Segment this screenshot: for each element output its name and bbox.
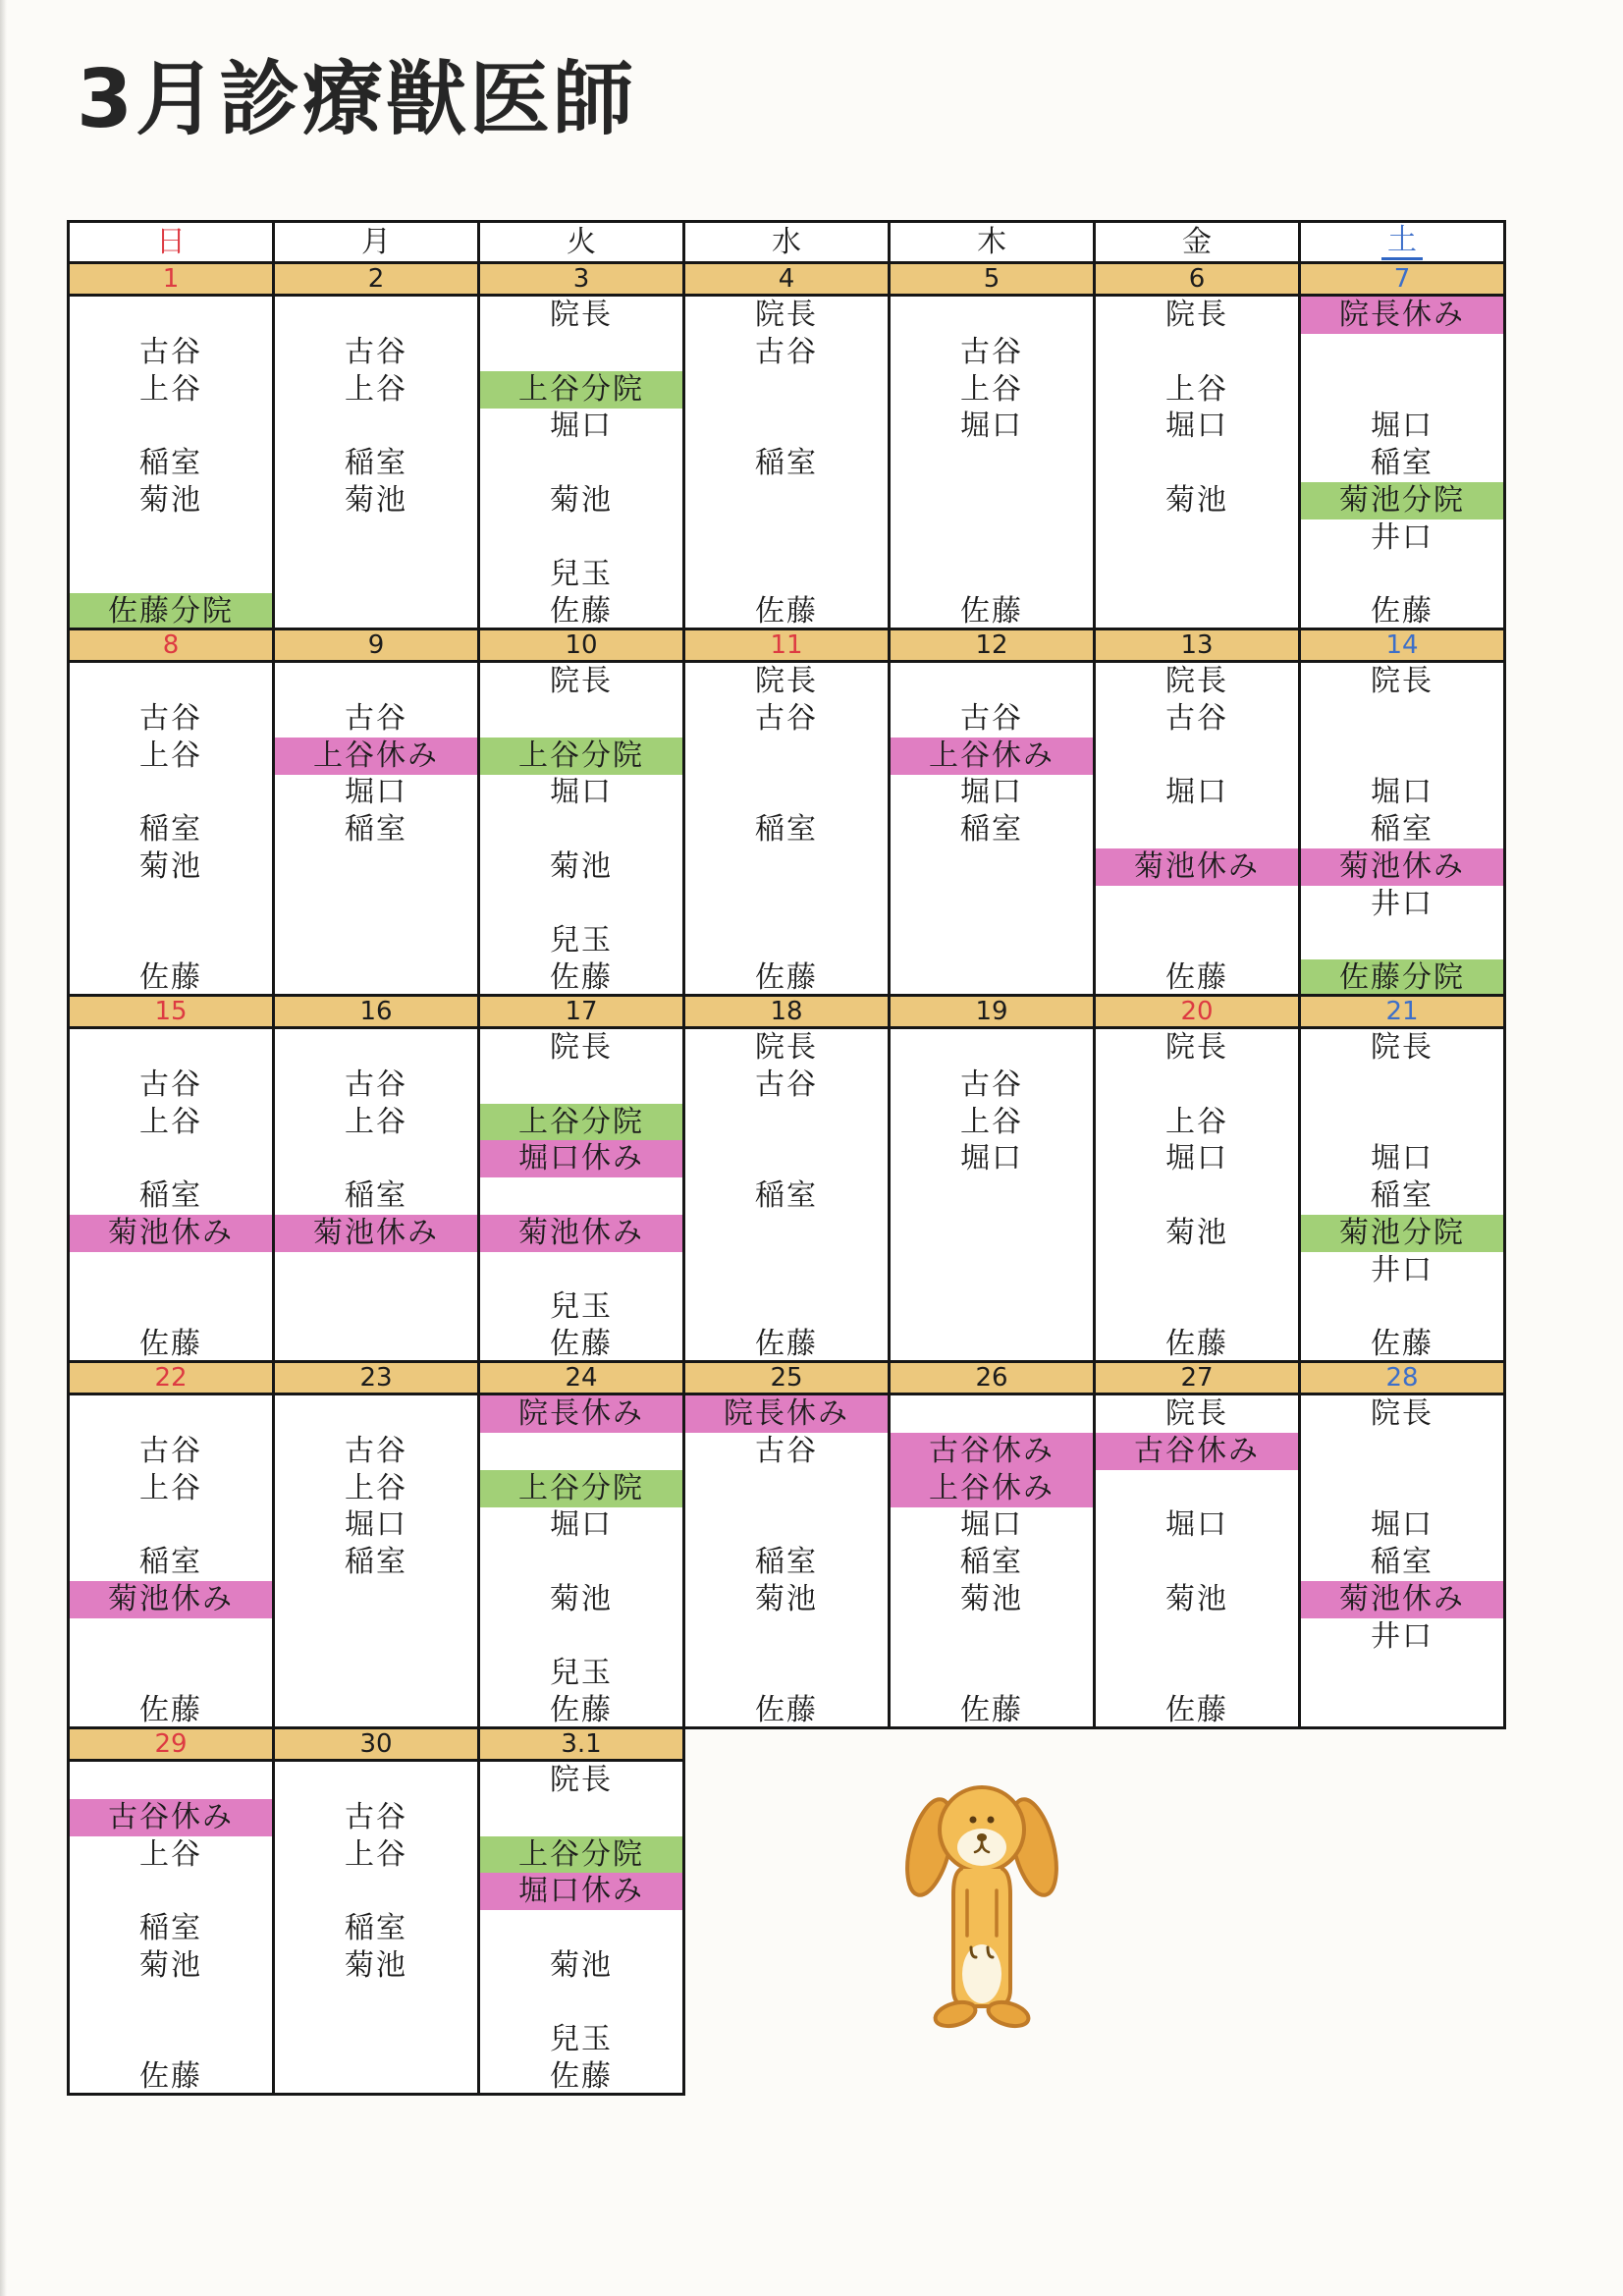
vet-entry: 稲室 xyxy=(1371,1178,1434,1214)
day-cell xyxy=(275,1029,480,1363)
date-number: 13 xyxy=(1180,630,1214,660)
vet-entry: 古谷 xyxy=(1165,700,1228,736)
vet-entry: 井口 xyxy=(1371,519,1434,555)
vet-entry: 上谷 xyxy=(1165,1104,1228,1139)
day-cell xyxy=(685,297,891,630)
vet-branch-entry: 上谷分院 xyxy=(480,1470,682,1507)
vet-entry: 佐藤 xyxy=(1371,1327,1434,1362)
page-title: 3月診療獣医師 xyxy=(77,53,637,146)
day-cell xyxy=(1301,297,1506,630)
vet-entry: 古谷 xyxy=(755,700,818,736)
vet-entry: 上谷 xyxy=(345,1104,407,1139)
weekday-label: 水 xyxy=(772,224,801,259)
date-number: 28 xyxy=(1385,1363,1419,1393)
vet-entry: 佐藤 xyxy=(139,2059,202,2095)
vet-entry: 上谷 xyxy=(139,1470,202,1505)
date-cell xyxy=(275,264,480,297)
vet-dayoff-entry: 菊池休み xyxy=(1301,1581,1503,1618)
vet-entry: 院長 xyxy=(1165,1030,1228,1065)
vet-entry: 堀口 xyxy=(960,1141,1023,1176)
vet-branch-entry: 菊池分院 xyxy=(1301,482,1503,519)
vet-entry: 堀口 xyxy=(1165,1141,1228,1176)
date-cell xyxy=(1301,997,1506,1029)
vet-entry: 菊池 xyxy=(755,1581,818,1616)
vet-entry: 菊池 xyxy=(550,1581,613,1616)
date-number: 22 xyxy=(154,1363,188,1393)
date-cell xyxy=(480,997,685,1029)
vet-dayoff-entry: 菊池休み xyxy=(480,1215,682,1252)
date-cell xyxy=(1096,997,1301,1029)
day-cell xyxy=(275,1762,480,2096)
date-number: 30 xyxy=(359,1729,393,1759)
vet-entry: 堀口 xyxy=(1165,775,1228,810)
vet-entry: 菊池 xyxy=(550,1947,613,1983)
vet-entry: 佐藤 xyxy=(755,960,818,996)
vet-branch-entry: 上谷分院 xyxy=(480,1836,682,1874)
day-cell xyxy=(1301,663,1506,997)
date-cell xyxy=(70,1729,275,1762)
date-cell xyxy=(275,1363,480,1395)
vet-entry: 古谷 xyxy=(345,334,407,369)
date-cell xyxy=(275,1729,480,1762)
vet-entry: 堀口 xyxy=(960,775,1023,810)
vet-branch-entry: 菊池分院 xyxy=(1301,1215,1503,1252)
date-number: 3 xyxy=(572,264,590,294)
vet-entry: 兒玉 xyxy=(550,1656,613,1691)
day-cell xyxy=(275,297,480,630)
vet-entry: 佐藤 xyxy=(1371,594,1434,629)
vet-entry: 堀口 xyxy=(345,775,407,810)
vet-entry: 上谷 xyxy=(960,1104,1023,1139)
day-cell xyxy=(1096,297,1301,630)
vet-entry: 堀口 xyxy=(1371,1507,1434,1543)
vet-dayoff-entry: 菊池休み xyxy=(70,1215,272,1252)
vet-entry: 佐藤 xyxy=(960,594,1023,629)
vet-entry: 稲室 xyxy=(139,1911,202,1946)
day-cell xyxy=(891,1395,1096,1729)
vet-entry: 兒玉 xyxy=(550,923,613,958)
weekday-label: 日 xyxy=(156,224,186,259)
vet-entry: 堀口 xyxy=(1371,775,1434,810)
vet-entry: 菊池 xyxy=(1165,1581,1228,1616)
day-cell xyxy=(1301,1029,1506,1363)
date-number: 19 xyxy=(975,997,1008,1026)
vet-entry: 上谷 xyxy=(139,738,202,773)
date-number: 9 xyxy=(367,630,385,660)
date-cell xyxy=(685,1363,891,1395)
date-cell xyxy=(685,630,891,663)
vet-entry: 井口 xyxy=(1371,1252,1434,1287)
date-number: 29 xyxy=(154,1729,188,1759)
vet-entry: 上谷 xyxy=(139,1104,202,1139)
day-cell xyxy=(891,1029,1096,1363)
vet-entry: 堀口 xyxy=(960,409,1023,444)
weekday-header-row xyxy=(70,223,1506,264)
date-number: 18 xyxy=(770,997,803,1026)
weekday-header-cell xyxy=(1096,223,1301,264)
vet-entry: 稲室 xyxy=(755,446,818,481)
scan-edge-shadow xyxy=(0,0,7,2296)
week-body-row xyxy=(70,1395,1506,1729)
vet-dayoff-entry: 古谷休み xyxy=(70,1799,272,1836)
vet-entry: 古谷 xyxy=(139,334,202,369)
weekday-header-cell xyxy=(275,223,480,264)
day-cell xyxy=(1096,1029,1301,1363)
weekday-label: 月 xyxy=(361,224,391,259)
week-body-row xyxy=(70,1029,1506,1363)
date-cell xyxy=(1301,264,1506,297)
vet-entry: 堀口 xyxy=(1371,1141,1434,1176)
day-cell xyxy=(275,1395,480,1729)
vet-branch-entry: 佐藤分院 xyxy=(1301,959,1503,997)
day-cell xyxy=(685,1029,891,1363)
date-number: 14 xyxy=(1385,630,1419,660)
vet-entry: 菊池 xyxy=(139,1947,202,1983)
date-cell xyxy=(275,630,480,663)
date-cell xyxy=(1096,1363,1301,1395)
day-cell xyxy=(685,1395,891,1729)
date-cell xyxy=(70,630,275,663)
date-number: 1 xyxy=(162,264,180,294)
week-body-row xyxy=(70,663,1506,997)
vet-entry: 古谷 xyxy=(755,1066,818,1102)
vet-entry: 堀口 xyxy=(550,409,613,444)
vet-dayoff-entry: 上谷休み xyxy=(891,1470,1093,1507)
weekday-label: 金 xyxy=(1182,224,1212,259)
date-row xyxy=(70,264,1506,297)
vet-entry: 院長 xyxy=(755,298,818,332)
vet-entry: 古谷 xyxy=(755,334,818,369)
date-cell xyxy=(480,1363,685,1395)
date-number: 15 xyxy=(154,997,188,1026)
vet-entry: 堀口 xyxy=(1165,1507,1228,1543)
weekday-label: 火 xyxy=(567,224,596,259)
weekday-header-cell xyxy=(480,223,685,264)
vet-entry: 院長 xyxy=(1165,1396,1228,1431)
vet-entry: 佐藤 xyxy=(1165,960,1228,996)
date-number: 11 xyxy=(770,630,803,660)
date-number: 3.1 xyxy=(561,1729,602,1759)
weekday-label: 土 xyxy=(1381,224,1423,260)
vet-entry: 稲室 xyxy=(345,812,407,847)
vet-entry: 井口 xyxy=(1371,1618,1434,1654)
vet-entry: 院長 xyxy=(1165,664,1228,698)
vet-entry: 佐藤 xyxy=(550,2059,613,2095)
vet-entry: 上谷 xyxy=(139,1836,202,1872)
vet-entry: 井口 xyxy=(1371,886,1434,921)
vet-branch-entry: 上谷分院 xyxy=(480,371,682,409)
day-cell xyxy=(70,663,275,997)
vet-entry: 堀口 xyxy=(1165,409,1228,444)
day-cell xyxy=(891,663,1096,997)
vet-entry: 古谷 xyxy=(139,1433,202,1468)
date-number: 10 xyxy=(565,630,598,660)
vet-entry: 稲室 xyxy=(960,1545,1023,1580)
vet-entry: 上谷 xyxy=(960,371,1023,407)
vet-entry: 院長 xyxy=(755,1030,818,1065)
vet-entry: 佐藤 xyxy=(755,1327,818,1362)
date-cell xyxy=(275,997,480,1029)
date-row xyxy=(70,1729,1506,1762)
vet-dayoff-entry: 上谷休み xyxy=(891,738,1093,775)
date-number: 24 xyxy=(565,1363,598,1393)
vet-entry: 古谷 xyxy=(345,700,407,736)
weekday-header-cell xyxy=(70,223,275,264)
date-number: 12 xyxy=(975,630,1008,660)
vet-dayoff-entry: 古谷休み xyxy=(891,1433,1093,1470)
vet-entry: 佐藤 xyxy=(755,594,818,629)
vet-dayoff-entry: 古谷休み xyxy=(1096,1433,1298,1470)
date-number: 2 xyxy=(367,264,385,294)
vet-entry: 古谷 xyxy=(755,1433,818,1468)
date-row xyxy=(70,630,1506,663)
day-cell xyxy=(480,1029,685,1363)
date-number: 16 xyxy=(359,997,393,1026)
date-number: 7 xyxy=(1393,264,1411,294)
vet-dayoff-entry: 菊池休み xyxy=(1301,848,1503,886)
date-number: 21 xyxy=(1385,997,1419,1026)
day-cell xyxy=(1301,1395,1506,1729)
vet-entry: 古谷 xyxy=(139,700,202,736)
day-cell xyxy=(480,297,685,630)
date-cell xyxy=(685,264,891,297)
day-cell xyxy=(70,1762,275,2096)
vet-entry: 院長 xyxy=(755,664,818,698)
vet-branch-entry: 上谷分院 xyxy=(480,1104,682,1141)
day-cell xyxy=(70,297,275,630)
day-cell xyxy=(480,1762,685,2096)
vet-entry: 院長 xyxy=(1371,1030,1434,1065)
vet-entry: 稲室 xyxy=(345,1545,407,1580)
date-cell xyxy=(891,997,1096,1029)
vet-entry: 菊池 xyxy=(139,848,202,884)
vet-entry: 菊池 xyxy=(139,482,202,518)
day-cell xyxy=(891,297,1096,630)
day-cell xyxy=(1096,1395,1301,1729)
vet-entry: 堀口 xyxy=(550,1507,613,1543)
day-cell xyxy=(685,663,891,997)
weekday-header-cell xyxy=(891,223,1096,264)
vet-entry: 古谷 xyxy=(960,700,1023,736)
vet-dayoff-entry: 菊池休み xyxy=(275,1215,477,1252)
vet-entry: 古谷 xyxy=(960,1066,1023,1102)
vet-entry: 稲室 xyxy=(755,1545,818,1580)
vet-entry: 堀口 xyxy=(960,1507,1023,1543)
vet-entry: 院長 xyxy=(550,664,613,698)
vet-entry: 菊池 xyxy=(345,1947,407,1983)
date-cell xyxy=(1301,1363,1506,1395)
week-body-row xyxy=(70,1762,1506,2096)
vet-branch-entry: 上谷分院 xyxy=(480,738,682,775)
weekday-header-cell xyxy=(685,223,891,264)
date-number: 8 xyxy=(162,630,180,660)
vet-entry: 佐藤 xyxy=(139,960,202,996)
vet-dayoff-entry: 菊池休み xyxy=(70,1581,272,1618)
vet-entry: 稲室 xyxy=(139,1178,202,1214)
vet-entry: 佐藤 xyxy=(139,1693,202,1728)
date-number: 20 xyxy=(1180,997,1214,1026)
vet-entry: 稲室 xyxy=(139,812,202,847)
date-cell xyxy=(1096,630,1301,663)
day-cell xyxy=(480,663,685,997)
vet-dayoff-entry: 堀口休み xyxy=(480,1873,682,1910)
date-number: 23 xyxy=(359,1363,393,1393)
vet-entry: 上谷 xyxy=(1165,371,1228,407)
date-cell xyxy=(70,264,275,297)
vet-branch-entry: 佐藤分院 xyxy=(70,593,272,630)
vet-entry: 稲室 xyxy=(1371,446,1434,481)
vet-entry: 稲室 xyxy=(755,1178,818,1214)
vet-dayoff-entry: 院長休み xyxy=(685,1395,888,1433)
day-cell xyxy=(480,1395,685,1729)
vet-entry: 院長 xyxy=(1371,664,1434,698)
date-cell xyxy=(891,264,1096,297)
date-number: 4 xyxy=(778,264,795,294)
vet-entry: 院長 xyxy=(550,298,613,332)
date-number: 25 xyxy=(770,1363,803,1393)
date-cell xyxy=(70,1363,275,1395)
vet-entry: 院長 xyxy=(550,1030,613,1065)
vet-entry: 院長 xyxy=(1165,298,1228,332)
day-cell xyxy=(1096,663,1301,997)
date-cell xyxy=(480,264,685,297)
day-cell xyxy=(275,663,480,997)
date-cell xyxy=(1096,264,1301,297)
date-number: 27 xyxy=(1180,1363,1214,1393)
vet-entry: 菊池 xyxy=(550,848,613,884)
vet-entry: 佐藤 xyxy=(550,594,613,629)
vet-dayoff-entry: 堀口休み xyxy=(480,1140,682,1177)
vet-entry: 古谷 xyxy=(345,1066,407,1102)
day-cell xyxy=(70,1395,275,1729)
vet-entry: 菊池 xyxy=(1165,482,1228,518)
date-cell xyxy=(891,1363,1096,1395)
vet-entry: 菊池 xyxy=(345,482,407,518)
vet-entry: 稲室 xyxy=(755,812,818,847)
vet-entry: 稲室 xyxy=(345,446,407,481)
date-cell xyxy=(70,997,275,1029)
date-number: 6 xyxy=(1188,264,1206,294)
schedule-calendar xyxy=(67,220,1506,2096)
vet-entry: 上谷 xyxy=(345,1836,407,1872)
vet-entry: 兒玉 xyxy=(550,557,613,592)
vet-entry: 佐藤 xyxy=(550,960,613,996)
vet-entry: 堀口 xyxy=(345,1507,407,1543)
vet-entry: 稲室 xyxy=(139,1545,202,1580)
date-cell xyxy=(480,1729,685,1762)
day-cell xyxy=(70,1029,275,1363)
vet-entry: 稲室 xyxy=(1371,1545,1434,1580)
vet-dayoff-entry: 院長休み xyxy=(480,1395,682,1433)
vet-entry: 稲室 xyxy=(1371,812,1434,847)
date-number: 5 xyxy=(983,264,1001,294)
vet-entry: 稲室 xyxy=(960,812,1023,847)
vet-entry: 古谷 xyxy=(345,1433,407,1468)
vet-entry: 上谷 xyxy=(139,371,202,407)
date-cell xyxy=(1301,630,1506,663)
vet-entry: 古谷 xyxy=(345,1799,407,1834)
vet-entry: 佐藤 xyxy=(755,1693,818,1728)
vet-entry: 菊池 xyxy=(550,482,613,518)
vet-entry: 院長 xyxy=(550,1763,613,1797)
vet-entry: 佐藤 xyxy=(550,1693,613,1728)
weekday-header-cell xyxy=(1301,223,1506,264)
vet-entry: 兒玉 xyxy=(550,2022,613,2057)
vet-dayoff-entry: 院長休み xyxy=(1301,297,1503,334)
date-number: 17 xyxy=(565,997,598,1026)
vet-entry: 古谷 xyxy=(960,334,1023,369)
vet-entry: 菊池 xyxy=(1165,1215,1228,1250)
week-body-row xyxy=(70,297,1506,630)
vet-entry: 佐藤 xyxy=(139,1327,202,1362)
vet-entry: 佐藤 xyxy=(550,1327,613,1362)
weekday-label: 木 xyxy=(977,224,1006,259)
vet-entry: 院長 xyxy=(1371,1396,1434,1431)
vet-entry: 稲室 xyxy=(345,1178,407,1214)
vet-entry: 兒玉 xyxy=(550,1289,613,1325)
date-row xyxy=(70,997,1506,1029)
vet-entry: 菊池 xyxy=(960,1581,1023,1616)
date-cell xyxy=(685,997,891,1029)
vet-entry: 佐藤 xyxy=(1165,1327,1228,1362)
vet-entry: 上谷 xyxy=(345,371,407,407)
date-number: 26 xyxy=(975,1363,1008,1393)
vet-entry: 堀口 xyxy=(1371,409,1434,444)
dog-mascot-illustration xyxy=(889,1763,1075,2077)
date-cell xyxy=(891,630,1096,663)
date-row xyxy=(70,1363,1506,1395)
vet-dayoff-entry: 上谷休み xyxy=(275,738,477,775)
vet-entry: 佐藤 xyxy=(960,1693,1023,1728)
vet-dayoff-entry: 菊池休み xyxy=(1096,848,1298,886)
vet-entry: 佐藤 xyxy=(1165,1693,1228,1728)
date-cell xyxy=(480,630,685,663)
vet-entry: 堀口 xyxy=(550,775,613,810)
vet-entry: 稲室 xyxy=(139,446,202,481)
vet-entry: 稲室 xyxy=(345,1911,407,1946)
vet-entry: 上谷 xyxy=(345,1470,407,1505)
vet-entry: 古谷 xyxy=(139,1066,202,1102)
